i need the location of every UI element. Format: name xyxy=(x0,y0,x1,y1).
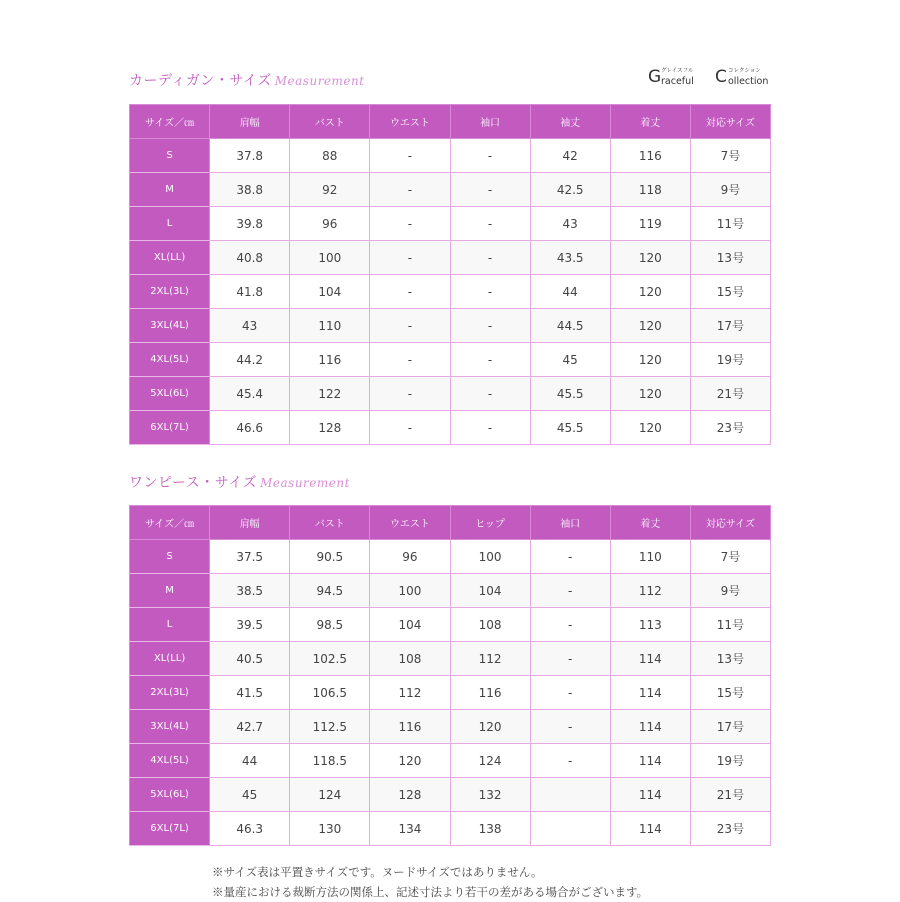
table-cell: 15号 xyxy=(690,676,770,710)
table-row xyxy=(130,309,771,343)
table-row xyxy=(130,812,771,846)
table-cell: 39.5 xyxy=(210,608,290,642)
table-row xyxy=(130,676,771,710)
table-cell: 138 xyxy=(450,812,530,846)
table-cell: - xyxy=(370,309,450,343)
size-notes xyxy=(212,862,648,902)
table-cell: 120 xyxy=(610,377,690,411)
table-row xyxy=(130,173,771,207)
table-row xyxy=(130,241,771,275)
column-header: 対応サイズ xyxy=(690,506,770,540)
table-row xyxy=(130,275,771,309)
table-cell: 9号 xyxy=(690,173,770,207)
table-cell: 21号 xyxy=(690,377,770,411)
table-cell: - xyxy=(530,574,610,608)
size-label-cell: S xyxy=(130,139,210,173)
table-cell: - xyxy=(530,540,610,574)
table-cell: 120 xyxy=(610,309,690,343)
table-cell: 100 xyxy=(370,574,450,608)
table-cell: 114 xyxy=(610,642,690,676)
table-cell: 104 xyxy=(450,574,530,608)
table-header-row xyxy=(130,506,771,540)
size-label-cell: 6XL(7L) xyxy=(130,411,210,445)
cardigan-size-title xyxy=(129,70,365,90)
logo-g-kana: グレイスフル xyxy=(661,68,694,74)
table-cell: 90.5 xyxy=(290,540,370,574)
table-cell: 108 xyxy=(370,642,450,676)
table-cell: 44 xyxy=(530,275,610,309)
table-cell: 100 xyxy=(290,241,370,275)
column-header: 対応サイズ xyxy=(690,105,770,139)
table-cell: 41.8 xyxy=(210,275,290,309)
table-cell: 104 xyxy=(290,275,370,309)
table-cell: 43 xyxy=(530,207,610,241)
table-row xyxy=(130,744,771,778)
table-cell: 114 xyxy=(610,778,690,812)
table-cell: - xyxy=(450,241,530,275)
size-label-cell: 6XL(7L) xyxy=(130,812,210,846)
table-cell: 96 xyxy=(290,207,370,241)
table-cell: 44 xyxy=(210,744,290,778)
onepiece-size-title xyxy=(129,472,350,492)
table-cell: - xyxy=(530,608,610,642)
table-cell: 13号 xyxy=(690,642,770,676)
table-cell: 106.5 xyxy=(290,676,370,710)
table-cell: 45 xyxy=(210,778,290,812)
table-cell: - xyxy=(530,744,610,778)
table-row xyxy=(130,642,771,676)
table-cell: 120 xyxy=(610,343,690,377)
table-cell: 110 xyxy=(610,540,690,574)
table-cell: - xyxy=(370,377,450,411)
table-row xyxy=(130,574,771,608)
column-header: サイズ／㎝ xyxy=(130,105,210,139)
table-cell: 37.8 xyxy=(210,139,290,173)
table-cell: 23号 xyxy=(690,812,770,846)
table-cell: 112 xyxy=(450,642,530,676)
table-cell: 19号 xyxy=(690,343,770,377)
size-label-cell: 3XL(4L) xyxy=(130,309,210,343)
table-cell: 19号 xyxy=(690,744,770,778)
note-line: ※サイズ表は平置きサイズです。ヌードサイズではありません。 xyxy=(212,865,543,879)
logo-c-letter: C xyxy=(715,67,727,87)
table-header-row xyxy=(130,105,771,139)
table-cell: 46.6 xyxy=(210,411,290,445)
table-row xyxy=(130,343,771,377)
table-cell: 45.5 xyxy=(530,377,610,411)
table-cell: 42.5 xyxy=(530,173,610,207)
column-header: ウエスト xyxy=(370,105,450,139)
table-cell: 38.8 xyxy=(210,173,290,207)
size-label-cell: 2XL(3L) xyxy=(130,275,210,309)
size-label-cell: XL(LL) xyxy=(130,642,210,676)
table-cell: - xyxy=(370,411,450,445)
table-cell: 17号 xyxy=(690,309,770,343)
table-cell: 44.5 xyxy=(530,309,610,343)
table-cell: 112 xyxy=(610,574,690,608)
table-row xyxy=(130,207,771,241)
table-cell: 92 xyxy=(290,173,370,207)
logo-c-word: ollection xyxy=(728,76,769,87)
table-cell: 100 xyxy=(450,540,530,574)
table-row xyxy=(130,139,771,173)
table-cell: 45 xyxy=(530,343,610,377)
table-cell: 38.5 xyxy=(210,574,290,608)
size-label-cell: 5XL(6L) xyxy=(130,377,210,411)
column-header: 着丈 xyxy=(610,105,690,139)
table-cell: - xyxy=(450,173,530,207)
table-cell: 120 xyxy=(610,241,690,275)
table-cell: 44.2 xyxy=(210,343,290,377)
table-cell: 124 xyxy=(450,744,530,778)
table-cell: - xyxy=(370,241,450,275)
table-cell: 104 xyxy=(370,608,450,642)
size-label-cell: 5XL(6L) xyxy=(130,778,210,812)
table-cell: 120 xyxy=(370,744,450,778)
column-header: バスト xyxy=(290,506,370,540)
logo-c-kana: コレクション xyxy=(728,68,761,74)
table-cell: 41.5 xyxy=(210,676,290,710)
table-row xyxy=(130,710,771,744)
table-cell: 37.5 xyxy=(210,540,290,574)
table-cell: 45.5 xyxy=(530,411,610,445)
column-header: バスト xyxy=(290,105,370,139)
table-cell: 118 xyxy=(610,173,690,207)
table-cell: 114 xyxy=(610,812,690,846)
table-cell: - xyxy=(370,343,450,377)
table-cell: 88 xyxy=(290,139,370,173)
column-header: ヒップ xyxy=(450,506,530,540)
table-cell: 98.5 xyxy=(290,608,370,642)
table-cell: 102.5 xyxy=(290,642,370,676)
onepiece-title-script: Measurement xyxy=(260,476,350,490)
table-cell: 120 xyxy=(610,411,690,445)
table-cell: 114 xyxy=(610,710,690,744)
size-label-cell: L xyxy=(130,207,210,241)
table-cell: 9号 xyxy=(690,574,770,608)
table-cell: 114 xyxy=(610,676,690,710)
column-header: ウエスト xyxy=(370,506,450,540)
table-cell: 116 xyxy=(370,710,450,744)
table-cell: - xyxy=(450,139,530,173)
size-label-cell: M xyxy=(130,173,210,207)
table-cell: 116 xyxy=(290,343,370,377)
table-row xyxy=(130,608,771,642)
table-cell: 11号 xyxy=(690,608,770,642)
table-cell: - xyxy=(530,676,610,710)
table-cell: 23号 xyxy=(690,411,770,445)
table-row xyxy=(130,778,771,812)
table-cell: 130 xyxy=(290,812,370,846)
size-label-cell: 4XL(5L) xyxy=(130,343,210,377)
logo-g-letter: G xyxy=(648,67,662,87)
table-cell: - xyxy=(450,411,530,445)
table-cell: 96 xyxy=(370,540,450,574)
table-cell: 118.5 xyxy=(290,744,370,778)
table-cell: 42.7 xyxy=(210,710,290,744)
table-cell: 21号 xyxy=(690,778,770,812)
table-row xyxy=(130,411,771,445)
table-cell: 13号 xyxy=(690,241,770,275)
table-cell: - xyxy=(530,642,610,676)
table-cell: 122 xyxy=(290,377,370,411)
size-label-cell: 2XL(3L) xyxy=(130,676,210,710)
table-cell: 39.8 xyxy=(210,207,290,241)
table-cell: 40.5 xyxy=(210,642,290,676)
table-cell xyxy=(530,778,610,812)
table-cell: - xyxy=(450,275,530,309)
note-line: ※量産における裁断方法の関係上、記述寸法より若干の差がある場合がございます。 xyxy=(212,885,649,899)
table-cell: - xyxy=(530,710,610,744)
table-cell: - xyxy=(370,139,450,173)
cardigan-table-body xyxy=(130,139,771,445)
table-cell: 134 xyxy=(370,812,450,846)
table-cell: 128 xyxy=(290,411,370,445)
table-cell: 43.5 xyxy=(530,241,610,275)
table-cell: 45.4 xyxy=(210,377,290,411)
table-cell: - xyxy=(450,377,530,411)
table-cell: 112.5 xyxy=(290,710,370,744)
cardigan-title-script: Measurement xyxy=(274,74,365,88)
size-label-cell: XL(LL) xyxy=(130,241,210,275)
table-row xyxy=(130,540,771,574)
table-cell: 7号 xyxy=(690,139,770,173)
table-cell: 94.5 xyxy=(290,574,370,608)
column-header: 肩幅 xyxy=(210,506,290,540)
table-cell: 124 xyxy=(290,778,370,812)
column-header: 袖口 xyxy=(450,105,530,139)
table-cell: 112 xyxy=(370,676,450,710)
table-cell: 116 xyxy=(610,139,690,173)
onepiece-table-body xyxy=(130,540,771,846)
table-cell: 7号 xyxy=(690,540,770,574)
table-cell: 114 xyxy=(610,744,690,778)
brand-logo xyxy=(648,66,772,88)
table-cell: 43 xyxy=(210,309,290,343)
table-cell: - xyxy=(370,173,450,207)
table-cell: 120 xyxy=(450,710,530,744)
size-label-cell: L xyxy=(130,608,210,642)
cardigan-size-table xyxy=(129,104,771,445)
table-cell: - xyxy=(450,343,530,377)
table-cell: 119 xyxy=(610,207,690,241)
table-cell: 40.8 xyxy=(210,241,290,275)
table-cell: 17号 xyxy=(690,710,770,744)
table-row xyxy=(130,377,771,411)
table-cell: - xyxy=(450,309,530,343)
size-label-cell: 4XL(5L) xyxy=(130,744,210,778)
table-cell: 15号 xyxy=(690,275,770,309)
table-cell: 128 xyxy=(370,778,450,812)
table-cell: 110 xyxy=(290,309,370,343)
table-cell: 11号 xyxy=(690,207,770,241)
column-header: 袖口 xyxy=(530,506,610,540)
cardigan-title-text: カーディガン・サイズ xyxy=(129,73,272,89)
table-cell: 113 xyxy=(610,608,690,642)
size-label-cell: S xyxy=(130,540,210,574)
table-cell: 46.3 xyxy=(210,812,290,846)
table-cell: 120 xyxy=(610,275,690,309)
size-label-cell: M xyxy=(130,574,210,608)
table-cell: - xyxy=(370,275,450,309)
table-cell: 42 xyxy=(530,139,610,173)
column-header: 袖丈 xyxy=(530,105,610,139)
table-cell: - xyxy=(370,207,450,241)
size-label-cell: 3XL(4L) xyxy=(130,710,210,744)
table-cell xyxy=(530,812,610,846)
table-cell: 108 xyxy=(450,608,530,642)
table-cell: 132 xyxy=(450,778,530,812)
logo-g-word: raceful xyxy=(661,76,694,87)
table-cell: 116 xyxy=(450,676,530,710)
onepiece-size-table xyxy=(129,505,771,846)
column-header: サイズ／㎝ xyxy=(130,506,210,540)
table-cell: - xyxy=(450,207,530,241)
column-header: 肩幅 xyxy=(210,105,290,139)
column-header: 着丈 xyxy=(610,506,690,540)
onepiece-title-text: ワンピース・サイズ xyxy=(129,475,258,491)
